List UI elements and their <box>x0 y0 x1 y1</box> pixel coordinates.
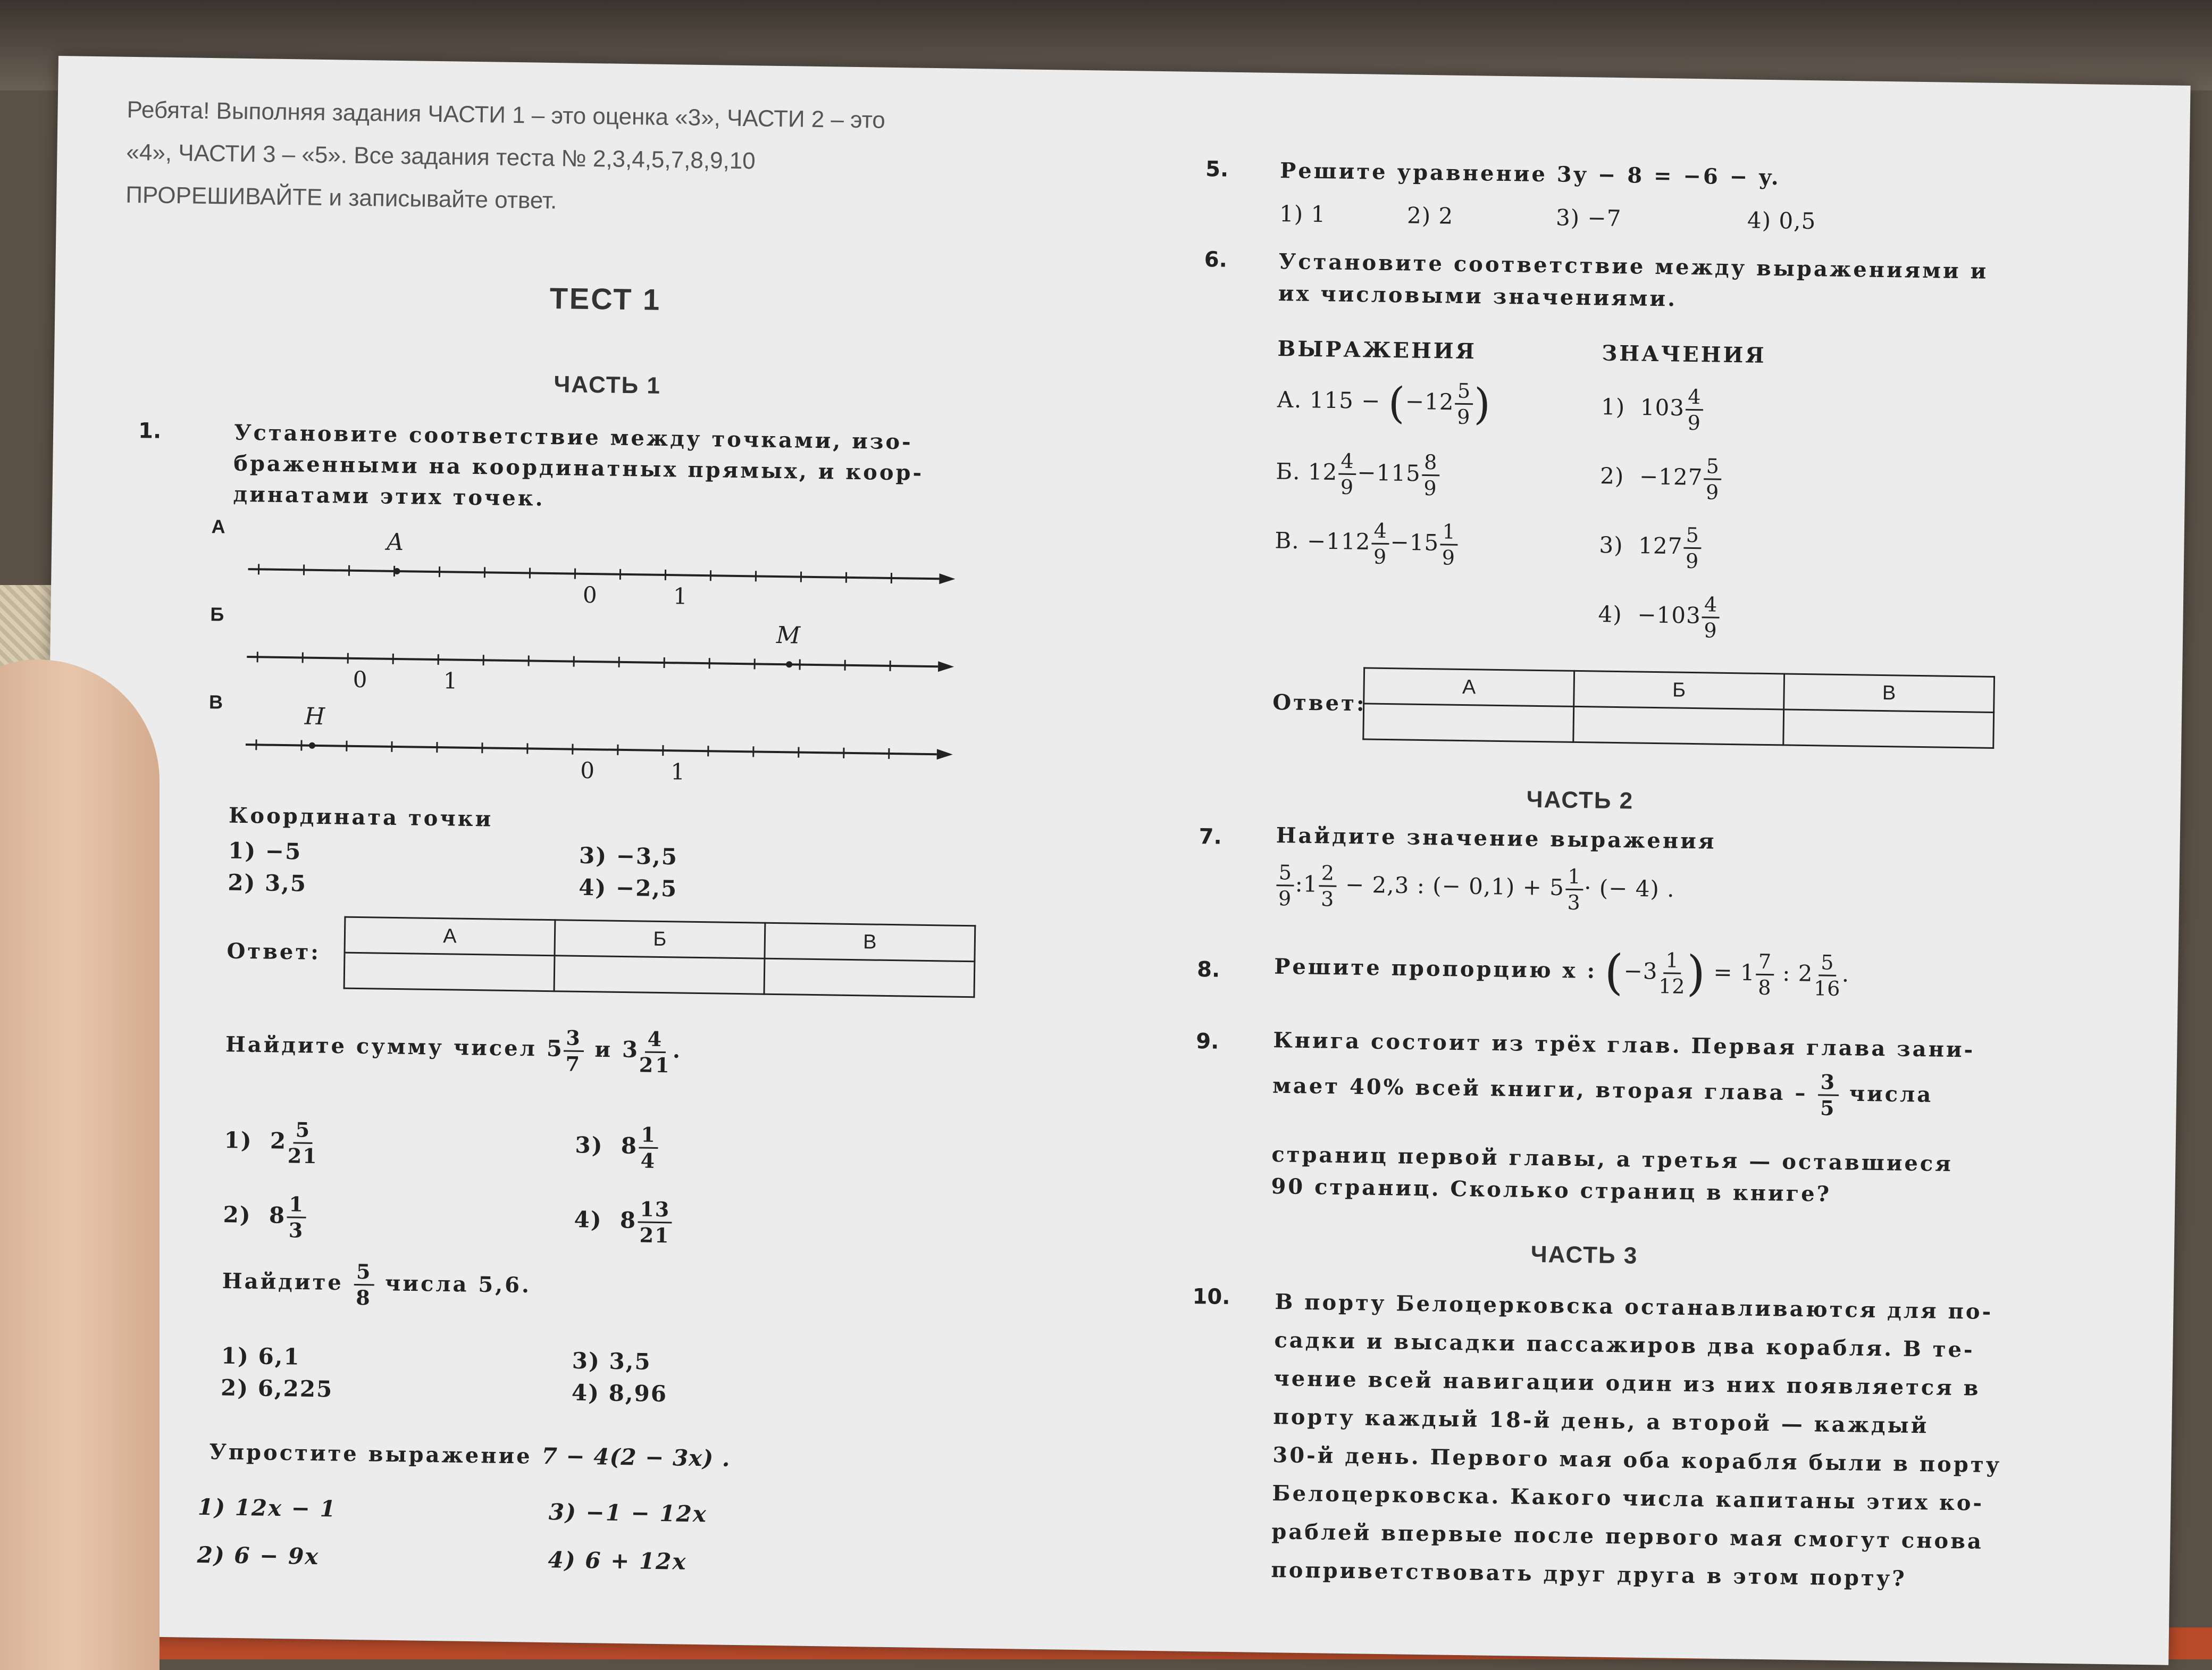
q6-col-values: ЗНАЧЕНИЯ <box>1602 341 1766 368</box>
q3-text-b: числа 5,6. <box>385 1271 532 1298</box>
q6-answer-table <box>1362 667 1995 749</box>
q6-v3-w: 127 <box>1638 532 1683 559</box>
q4-text <box>209 1438 731 1472</box>
q6-expr-b-frac2 <box>1421 450 1440 500</box>
point-h-label: H <box>304 703 325 731</box>
q6-expr-a-frac <box>1455 379 1473 429</box>
q6-text-line-2: их числовыми значениями. <box>1278 278 1988 320</box>
line-b-zero: 0 <box>353 666 367 692</box>
q6-v4-n: 4) <box>1598 601 1622 628</box>
q6-expr-b-den1: 9 <box>1340 475 1354 499</box>
q6-expr-c-den2: 9 <box>1442 545 1456 570</box>
q2-a-num: 3 <box>564 1025 584 1052</box>
q6-v3-num: 5 <box>1683 523 1702 549</box>
q6-v3-den: 9 <box>1686 549 1699 573</box>
q6-v4-w: −103 <box>1637 602 1701 629</box>
q6-v2-den: 9 <box>1706 480 1720 504</box>
q2-opt2-frac <box>286 1192 306 1242</box>
q6-text <box>1278 246 1989 320</box>
q1-text-line-2: браженными на координатных прямых, и коор- <box>233 448 924 489</box>
q2-a-den: 7 <box>565 1052 582 1076</box>
q10-number: 10. <box>1192 1284 1230 1309</box>
q2-opt1-n: 1) <box>224 1127 253 1154</box>
test-sheet <box>37 56 2191 1665</box>
q6-expr-c-frac2 <box>1440 519 1459 570</box>
q7-part-c: · (− 4) . <box>1584 875 1675 902</box>
q3-num: 5 <box>354 1259 375 1286</box>
q3-den: 8 <box>356 1285 372 1310</box>
q6-expr-c <box>1275 517 1459 570</box>
line-c-zero: 0 <box>580 757 595 783</box>
q2-opt2-w: 8 <box>269 1202 286 1228</box>
q4-option-3: 3) −1 − 12x <box>549 1499 708 1527</box>
q7-frac2 <box>1319 861 1337 911</box>
q6-expr-b-num1: 4 <box>1338 449 1356 475</box>
q6-value-4 <box>1598 591 1721 643</box>
q5-number: 5. <box>1205 157 1229 182</box>
q9-line-2 <box>1272 1062 1933 1122</box>
q2-opt1-num: 5 <box>293 1117 313 1144</box>
q2-opt4-frac <box>637 1197 672 1248</box>
q2-opt3-n: 3) <box>575 1132 604 1158</box>
q8-d1: 12 <box>1658 974 1686 999</box>
q1-option-1: 1) −5 <box>228 838 302 865</box>
q9-den: 5 <box>1820 1096 1837 1120</box>
q2-option-4 <box>574 1196 674 1248</box>
q1-text <box>233 418 924 520</box>
q2-opt4-num: 13 <box>638 1197 673 1223</box>
q6-v1-num: 4 <box>1686 385 1704 411</box>
q6-answer-cell-b[interactable] <box>1573 706 1784 745</box>
q8-d2: 8 <box>1758 975 1772 1000</box>
q4-option-4: 4) 6 + 12x <box>548 1547 687 1575</box>
line-a-label: А <box>211 515 225 538</box>
line-b-label: Б <box>210 603 224 625</box>
q1-option-2: 2) 3,5 <box>228 870 307 897</box>
q6-expr-b-num2: 8 <box>1422 450 1440 476</box>
q3-text <box>222 1258 531 1313</box>
q7-part-b: − 2,3 : (− 0,1) + 5 <box>1345 871 1565 900</box>
q2-option-3 <box>575 1122 659 1173</box>
q6-expr-a: А. 115 − (−12 $\frac{5}{9}$ ) <box>1276 376 1491 430</box>
q8-colon: : 2 <box>1782 960 1813 987</box>
q7-expression <box>1275 860 1675 916</box>
q8-number: 8. <box>1197 957 1220 982</box>
q2-opt2-num: 1 <box>287 1192 306 1218</box>
q7-frac3 <box>1565 864 1583 915</box>
q4-expression: 7 − 4(2 − 3x) . <box>541 1443 730 1472</box>
q2-option-2 <box>223 1191 307 1243</box>
q6-expr-b-start: Б. 12 <box>1276 458 1338 486</box>
q2-text-label: Найдите сумму чисел <box>225 1032 537 1061</box>
q1-answer-header-b: Б <box>555 920 765 959</box>
number-line-a <box>248 564 955 584</box>
q2-opt4-n: 4) <box>574 1206 602 1233</box>
q8-frac1 <box>1658 948 1686 999</box>
q3-fraction <box>354 1259 375 1310</box>
q6-expr-b-mid: −115 <box>1357 460 1421 487</box>
q10-line-1: В порту Белоцерковска останавливаются для по- <box>1275 1283 2004 1331</box>
q2-and: и <box>594 1037 613 1062</box>
q6-expr-c-num2: 1 <box>1440 519 1458 545</box>
q2-opt3-frac <box>638 1122 658 1173</box>
q10-line-6: Белоцерковска. Какого числа капитаны этих ко- <box>1272 1474 2001 1523</box>
q2-b-fraction <box>639 1026 672 1078</box>
q2-b-whole: 3 <box>622 1036 639 1062</box>
q9-line-3: страниц первой главы, а третья — оставшиеся <box>1271 1142 1953 1176</box>
q2-b-den: 21 <box>639 1053 672 1078</box>
q6-answer-cell-a[interactable] <box>1363 704 1574 742</box>
q6-answer-label: Ответ: <box>1272 690 1367 716</box>
q7-f2-den: 3 <box>1321 887 1335 911</box>
q2-a-whole: 5 <box>546 1035 563 1061</box>
q6-v4-frac <box>1702 592 1720 642</box>
q1-text-line-1: Установите соответствие между точками, изо- <box>234 418 925 458</box>
q8-label: Решите пропорцию x : <box>1274 954 1597 983</box>
q6-expr-a-whole: −12 <box>1405 388 1454 415</box>
q6-expr-b <box>1276 448 1441 500</box>
q9-line-2b: числа <box>1849 1081 1933 1107</box>
q6-expr-c-den1: 9 <box>1373 545 1387 569</box>
q6-v1-n: 1) <box>1601 394 1626 420</box>
number-lines <box>186 521 1041 830</box>
q5-option-3: 3) −7 <box>1556 204 1622 231</box>
part1-heading: ЧАСТЬ 1 <box>554 371 661 399</box>
q7-f2-num: 2 <box>1319 861 1337 887</box>
q2-opt3-w: 8 <box>621 1132 638 1158</box>
number-line-c <box>246 739 953 760</box>
q2-opt1-w: 2 <box>270 1128 287 1154</box>
q2-opt3-num: 1 <box>639 1122 658 1149</box>
q7-frac1 <box>1276 860 1295 911</box>
q1-answer-cell-c[interactable] <box>764 958 975 997</box>
q1-option-4: 4) −2,5 <box>579 874 678 902</box>
q7-f1-den: 9 <box>1278 886 1292 911</box>
q6-v4-num: 4 <box>1702 592 1720 618</box>
q2-option-1 <box>224 1117 320 1168</box>
q7-text: Найдите значение выражения <box>1276 823 1716 854</box>
q10-line-4: порту каждый 18-й день, а второй — каждый <box>1273 1398 2002 1446</box>
q6-text-line-1: Установите соответствие между выражениями и <box>1278 246 1988 288</box>
q1-option-3: 3) −3,5 <box>579 842 678 870</box>
q6-v2-n: 2) <box>1600 463 1624 489</box>
q9-fraction <box>1818 1070 1839 1121</box>
q6-expr-c-num1: 4 <box>1371 519 1389 545</box>
coord-title: Координата точки <box>229 803 493 832</box>
q6-expr-c-mid: −15 <box>1390 529 1439 556</box>
q4-option-2: 2) 6 − 9x <box>197 1542 319 1569</box>
q9-line-2a: мает 40% всей книги, вторая глава – <box>1272 1073 1808 1106</box>
q6-v4-den: 9 <box>1704 618 1717 642</box>
q6-v2-frac <box>1704 454 1722 504</box>
q9-line-4: 90 страниц. Сколько страниц в книге? <box>1271 1174 1831 1207</box>
q6-answer-header-c: В <box>1784 674 1995 713</box>
q9-number: 9. <box>1196 1029 1219 1054</box>
q6-expr-a-num: 5 <box>1455 379 1473 405</box>
q2-opt3-den: 4 <box>640 1148 656 1173</box>
q6-v2-num: 5 <box>1704 454 1722 480</box>
q6-expr-a-den: 9 <box>1457 405 1471 429</box>
q2-opt1-frac <box>287 1117 318 1168</box>
q5-option-1: 1) 1 <box>1279 201 1326 227</box>
line-a-zero: 0 <box>583 582 598 608</box>
q8-d3: 16 <box>1814 976 1841 1001</box>
q8-frac3 <box>1814 950 1841 1001</box>
q6-value-1 <box>1601 383 1704 436</box>
q2-opt2-n: 2) <box>223 1201 252 1228</box>
q7-number: 7. <box>1199 824 1222 849</box>
q10-line-2: садки и высадки пассажиров два корабля. В те- <box>1274 1321 2004 1370</box>
q2-opt2-den: 3 <box>288 1218 304 1242</box>
part3-heading: ЧАСТЬ 3 <box>1530 1241 1638 1270</box>
q10-text <box>1271 1283 2004 1599</box>
q5-option-4: 4) 0,5 <box>1747 207 1816 234</box>
q1-answer-label: Ответ: <box>227 939 321 965</box>
q2-a-fraction <box>563 1025 584 1076</box>
line-c-one: 1 <box>671 758 685 784</box>
q6-v3-n: 3) <box>1599 532 1623 558</box>
q3-text-a: Найдите <box>222 1268 344 1295</box>
q3-option-4: 4) 8,96 <box>572 1380 668 1407</box>
q4-text-label: Упростите выражение <box>209 1439 532 1468</box>
q7-f3-den: 3 <box>1567 890 1581 915</box>
hand-thumb <box>0 659 160 1670</box>
q1-answer-table <box>343 916 976 998</box>
q8-n3: 5 <box>1819 950 1837 976</box>
line-a-one: 1 <box>673 583 688 609</box>
q8-n2: 7 <box>1756 949 1774 975</box>
q8-eq: = 1 <box>1713 959 1755 986</box>
q6-v2-w: −127 <box>1639 463 1703 490</box>
q7-f3-num: 1 <box>1565 864 1583 890</box>
q8-w1: −3 <box>1623 958 1658 984</box>
q6-number: 6. <box>1204 247 1228 272</box>
q6-expr-c-frac1 <box>1371 519 1390 569</box>
q6-expr-b-frac1 <box>1338 449 1357 499</box>
q2-opt4-den: 21 <box>639 1223 670 1248</box>
q6-answer-header-b: Б <box>1574 671 1784 709</box>
q6-answer-header-a: А <box>1364 668 1574 707</box>
q6-value-3 <box>1599 522 1703 574</box>
q5-text: Решите уравнение 3y − 8 = −6 − y. <box>1280 158 1781 190</box>
q6-v1-den: 9 <box>1687 411 1701 435</box>
intro-line-3: ПРОРЕШИВАЙТЕ и записывайте ответ. <box>125 174 884 227</box>
q3-option-2: 2) 6,225 <box>221 1375 333 1402</box>
q6-value-2 <box>1600 453 1723 505</box>
q7-part-a: :1 <box>1295 871 1318 897</box>
q7-f1-num: 5 <box>1276 860 1294 886</box>
q6-col-expressions: ВЫРАЖЕНИЯ <box>1277 336 1477 364</box>
q10-line-7: раблей впервые после первого мая смогут снова <box>1271 1513 2001 1561</box>
q9-num: 3 <box>1818 1070 1839 1096</box>
q10-line-5: 30-й день. Первого мая оба корабля были в порту <box>1272 1436 2002 1484</box>
intro-text <box>125 89 886 227</box>
q4-option-1: 1) 12x − 1 <box>198 1494 337 1522</box>
q1-text-line-3: динатами этих точек. <box>233 479 924 520</box>
line-c-label: В <box>209 691 223 713</box>
q10-line-3: чение всей навигации один из них появляется в <box>1273 1359 2003 1408</box>
intro-line-2: «4», ЧАСТИ 3 – «5». Все задания теста № 2,3,4,5,7,8,9,10 <box>126 131 885 185</box>
q1-answer-header-a: А <box>345 917 555 956</box>
q6-v1-frac <box>1685 385 1704 435</box>
q2-opt1-den: 21 <box>287 1143 318 1168</box>
q9-line-1: Книга состоит из трёх глав. Первая глава зани- <box>1273 1028 1975 1062</box>
point-a-label: A <box>387 529 404 556</box>
q1-answer-cell-b[interactable] <box>554 956 765 995</box>
q5-option-2: 2) 2 <box>1407 202 1454 229</box>
q6-expr-a-start: А. 115 − <box>1277 387 1381 414</box>
q1-number: 1. <box>138 419 162 444</box>
q2-b-num: 4 <box>645 1027 666 1054</box>
q6-answer-cell-c[interactable] <box>1783 709 1994 748</box>
q6-v3-frac <box>1683 523 1702 573</box>
test-title: ТЕСТ 1 <box>549 281 661 317</box>
intro-line-1: Ребята! Выполняя задания ЧАСТИ 1 – это оценка «3», ЧАСТИ 2 – это <box>127 89 885 142</box>
q6-expr-c-start: В. −112 <box>1275 528 1371 555</box>
q2-opt4-w: 8 <box>620 1207 637 1233</box>
point-m-label: M <box>776 622 801 649</box>
q1-answer-cell-a[interactable] <box>344 953 555 991</box>
q10-line-8: поприветствовать друг друга в этом порту? <box>1271 1551 2000 1599</box>
q8-frac2 <box>1756 949 1774 1000</box>
q6-expr-b-den2: 9 <box>1423 476 1437 500</box>
part2-heading: ЧАСТЬ 2 <box>1526 787 1633 815</box>
q1-answer-header-c: В <box>765 923 975 962</box>
q3-option-3: 3) 3,5 <box>572 1348 651 1375</box>
q3-option-1: 1) 6,1 <box>221 1343 300 1370</box>
q2-text: Найдите сумму чисел 5 $\frac{3}{7}$ и 3 $\frac{4}{21}$ . <box>225 1021 682 1078</box>
q8-end: . <box>1841 961 1849 987</box>
q6-v1-w: 103 <box>1640 394 1685 421</box>
line-b-one: 1 <box>443 667 458 694</box>
q8-n1: 1 <box>1663 948 1681 974</box>
q8-text: Решите пропорцию x : (−3 $\frac{1}{12}$ ) = 1 $\frac{7}{8}$ : 2 $\frac{5}{16}$ . <box>1274 940 1850 1004</box>
